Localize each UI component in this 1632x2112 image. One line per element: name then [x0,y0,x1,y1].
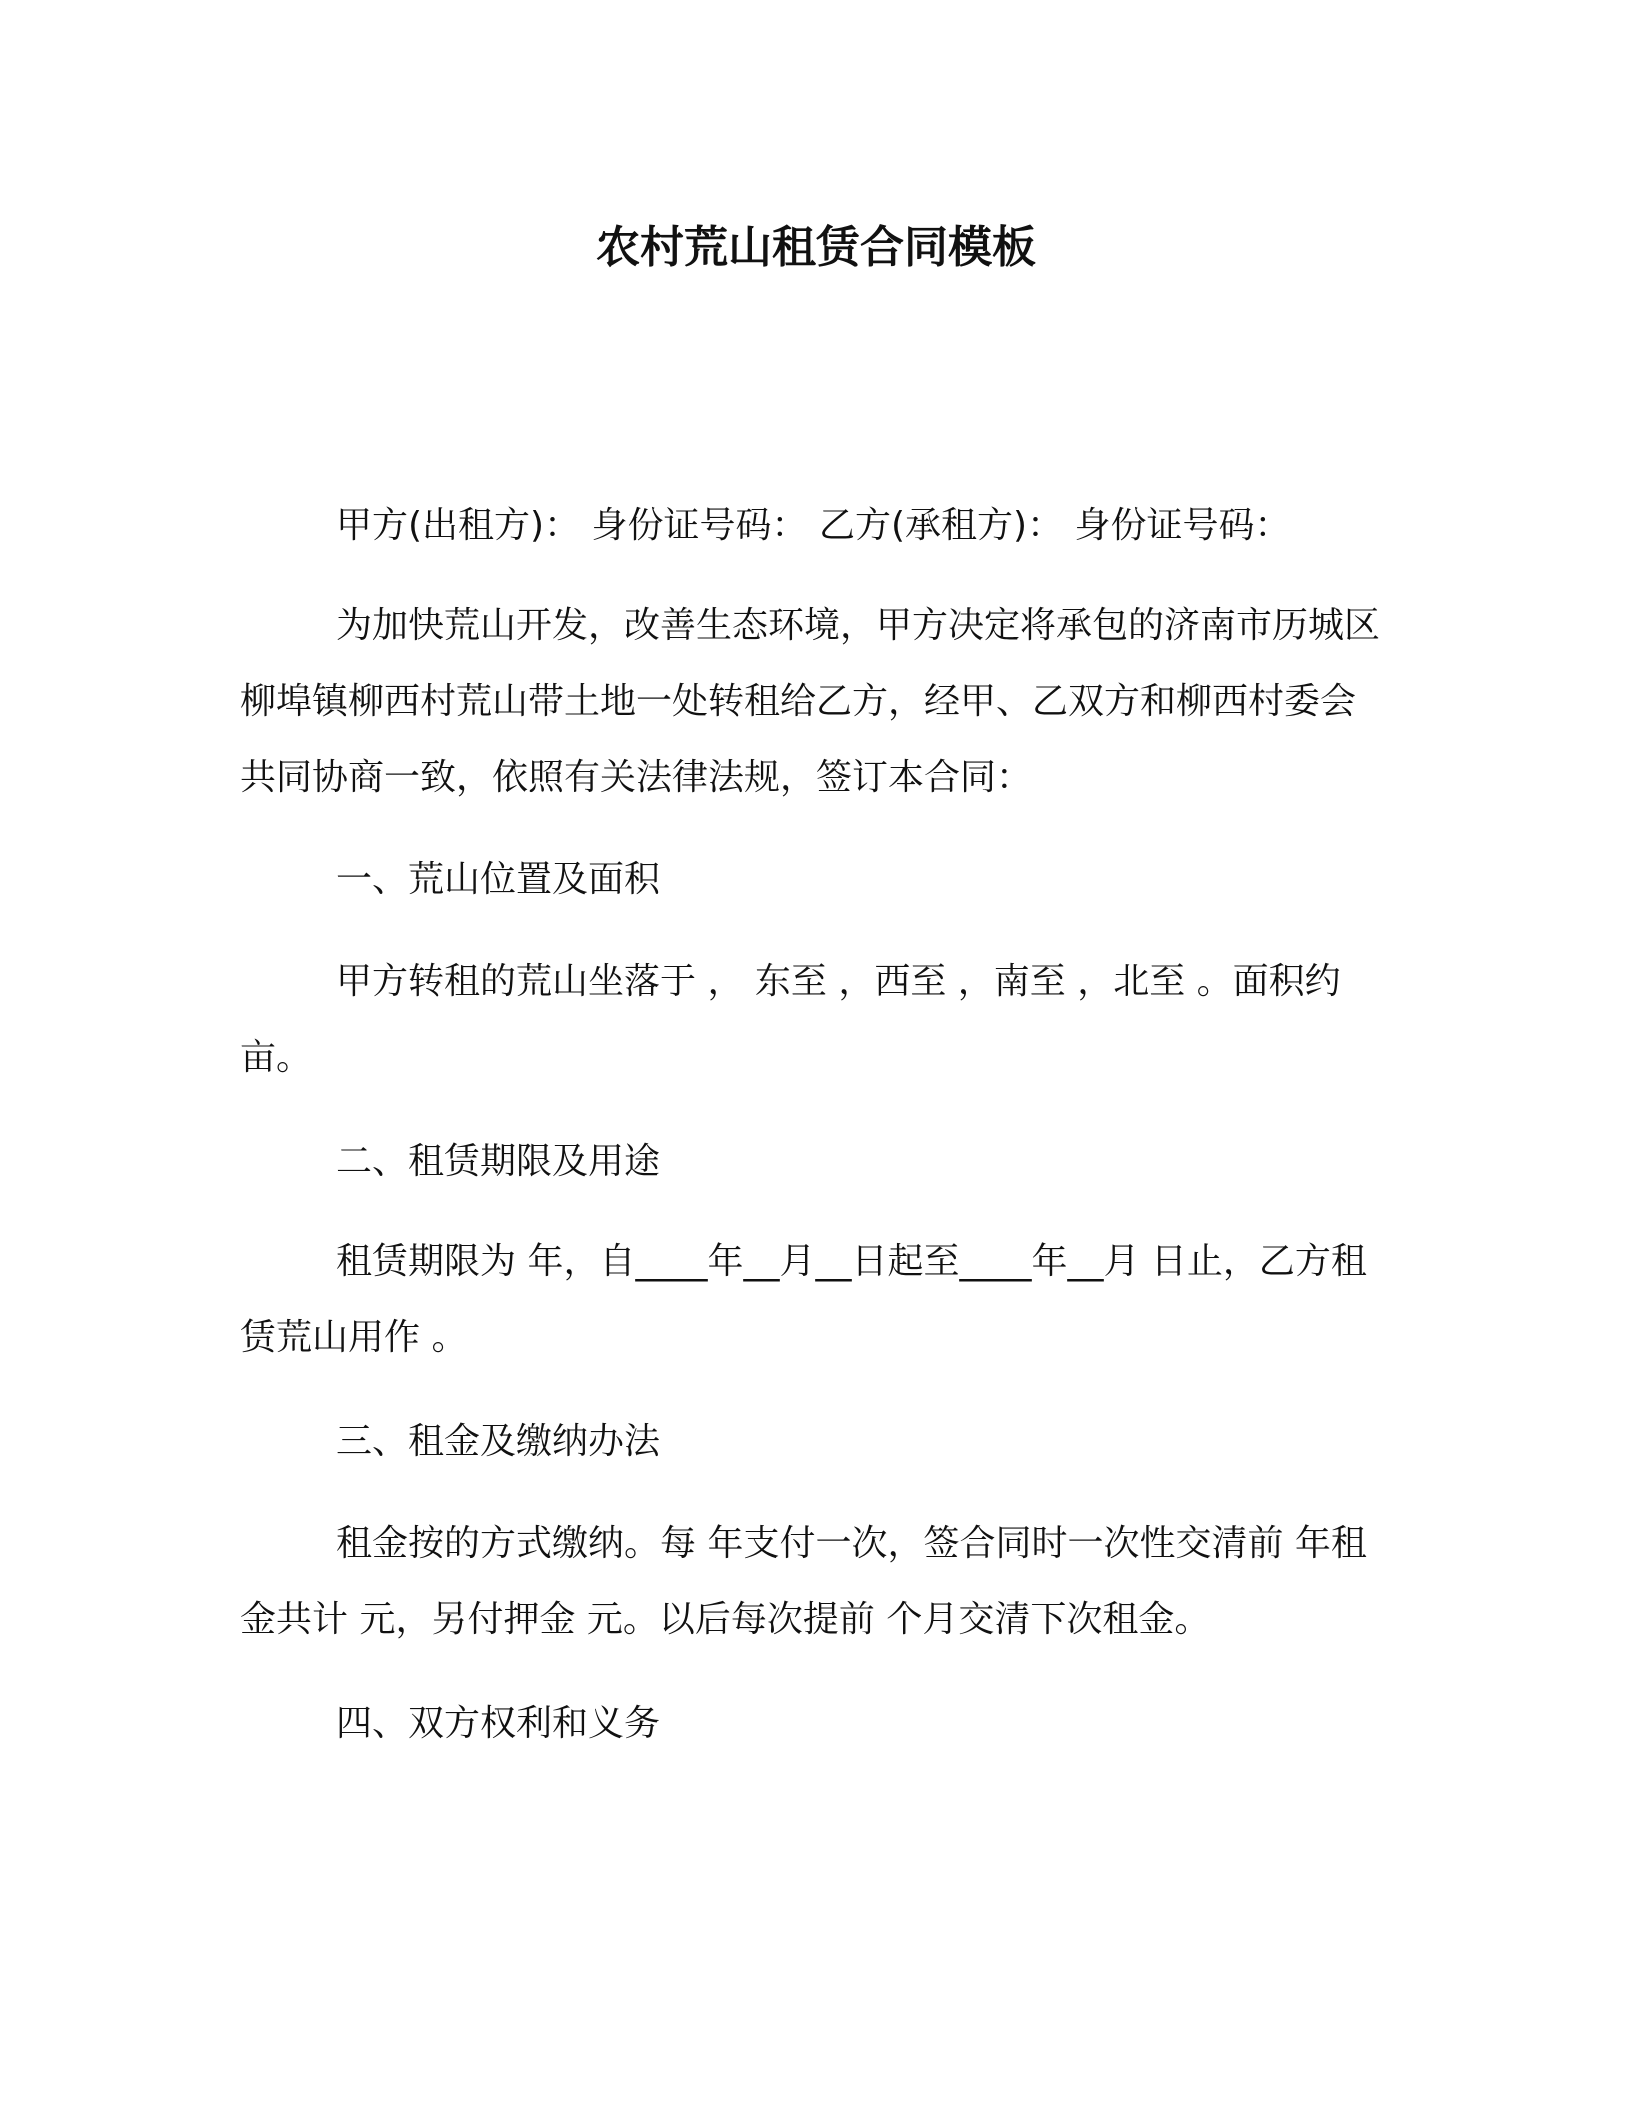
preamble-paragraph: 为加快荒山开发，改善生态环境，甲方决定将承包的济南市历城区柳埠镇柳西村荒山带土地一处转租给乙方，经甲、乙双方和柳西村委会共同协商一致，依照有关法律法规，签订本合同： [240,605,1381,798]
section-heading-term: 二、租赁期限及用途 [336,1141,661,1182]
section-heading-rights: 四、双方权利和义务 [336,1703,661,1744]
section-heading-location: 一、荒山位置及面积 [336,859,661,900]
section-heading-rent: 三、租金及缴纳办法 [336,1421,661,1462]
document-title: 农村荒山租赁合同模板 [596,222,1036,273]
section-body-location: 甲方转租的荒山坐落于 ， 东至 ，西至 ，南至 ，北至 。面积约 亩。 [240,961,1341,1078]
section-body-term: 租赁期限为 年，自____年__月__日起至____年__月 日止，乙方租赁荒山用作 。 [240,1241,1367,1358]
section-body-rent: 租金按的方式缴纳。每 年支付一次，签合同时一次性交清前 年租金共计 元，另付押金 元。以后每次提前 个月交清下次租金。 [240,1523,1367,1640]
parties-line: 甲方(出租方)： 身份证号码： 乙方(承租方)： 身份证号码： [336,505,1291,546]
